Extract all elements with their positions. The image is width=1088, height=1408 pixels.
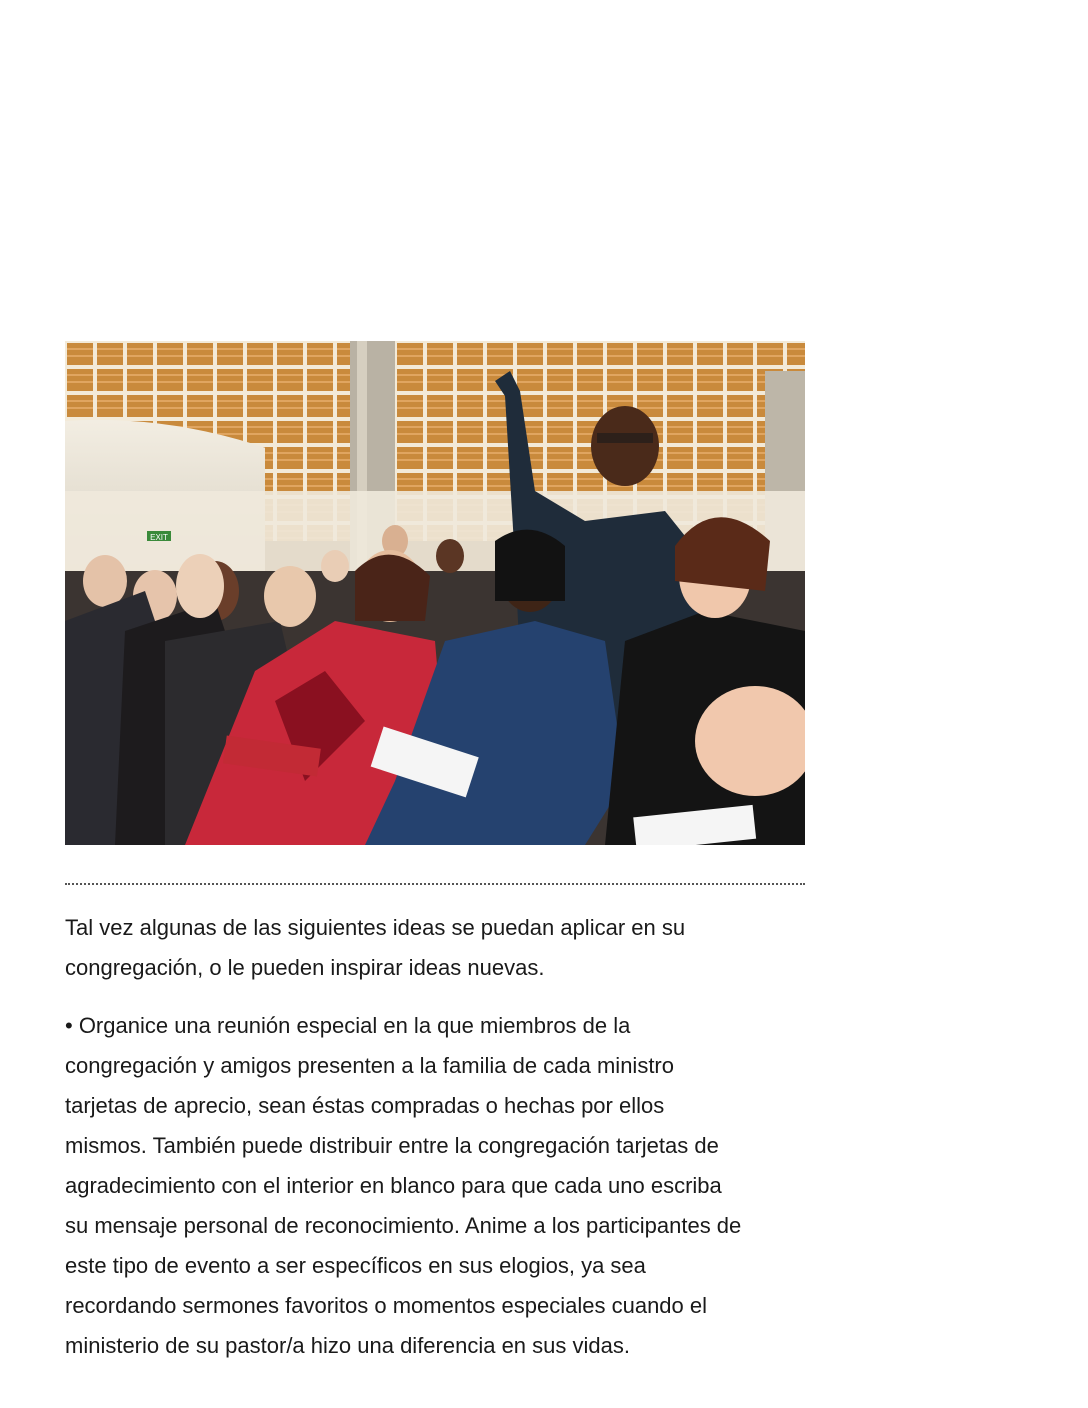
intro-line: Tal vez algunas de las siguientes ideas se puedan aplicar en su	[65, 915, 686, 940]
bullet-line: tarjetas de aprecio, sean éstas compradas o hechas por ellos	[65, 1093, 665, 1118]
bullet-line: mismos. También puede distribuir entre la congregación tarjetas de	[65, 1133, 719, 1158]
bullet-line: congregación y amigos presenten a la familia de cada ministro	[65, 1053, 674, 1078]
bullet-line: • Organice una reunión especial en la que miembros de la	[65, 1013, 631, 1038]
congregation-photo	[65, 341, 805, 845]
intro-paragraph	[65, 908, 825, 988]
bullet-line: ministerio de su pastor/a hizo una diferencia en sus vidas.	[65, 1333, 630, 1358]
bullet-line: este tipo de evento a ser específicos en sus elogios, ya sea	[65, 1253, 646, 1278]
bullet-line: agradecimiento con el interior en blanco para que cada uno escriba	[65, 1173, 722, 1198]
dotted-divider	[65, 883, 805, 885]
bullet-line: recordando sermones favoritos o momentos especiales cuando el	[65, 1293, 708, 1318]
congregation-photo-illustration	[65, 341, 805, 845]
bullet-paragraph	[65, 1006, 825, 1366]
exit-sign: EXIT	[150, 533, 168, 542]
bullet-line: su mensaje personal de reconocimiento. Anime a los participantes de	[65, 1213, 742, 1238]
intro-line: congregación, o le pueden inspirar ideas nuevas.	[65, 955, 545, 980]
